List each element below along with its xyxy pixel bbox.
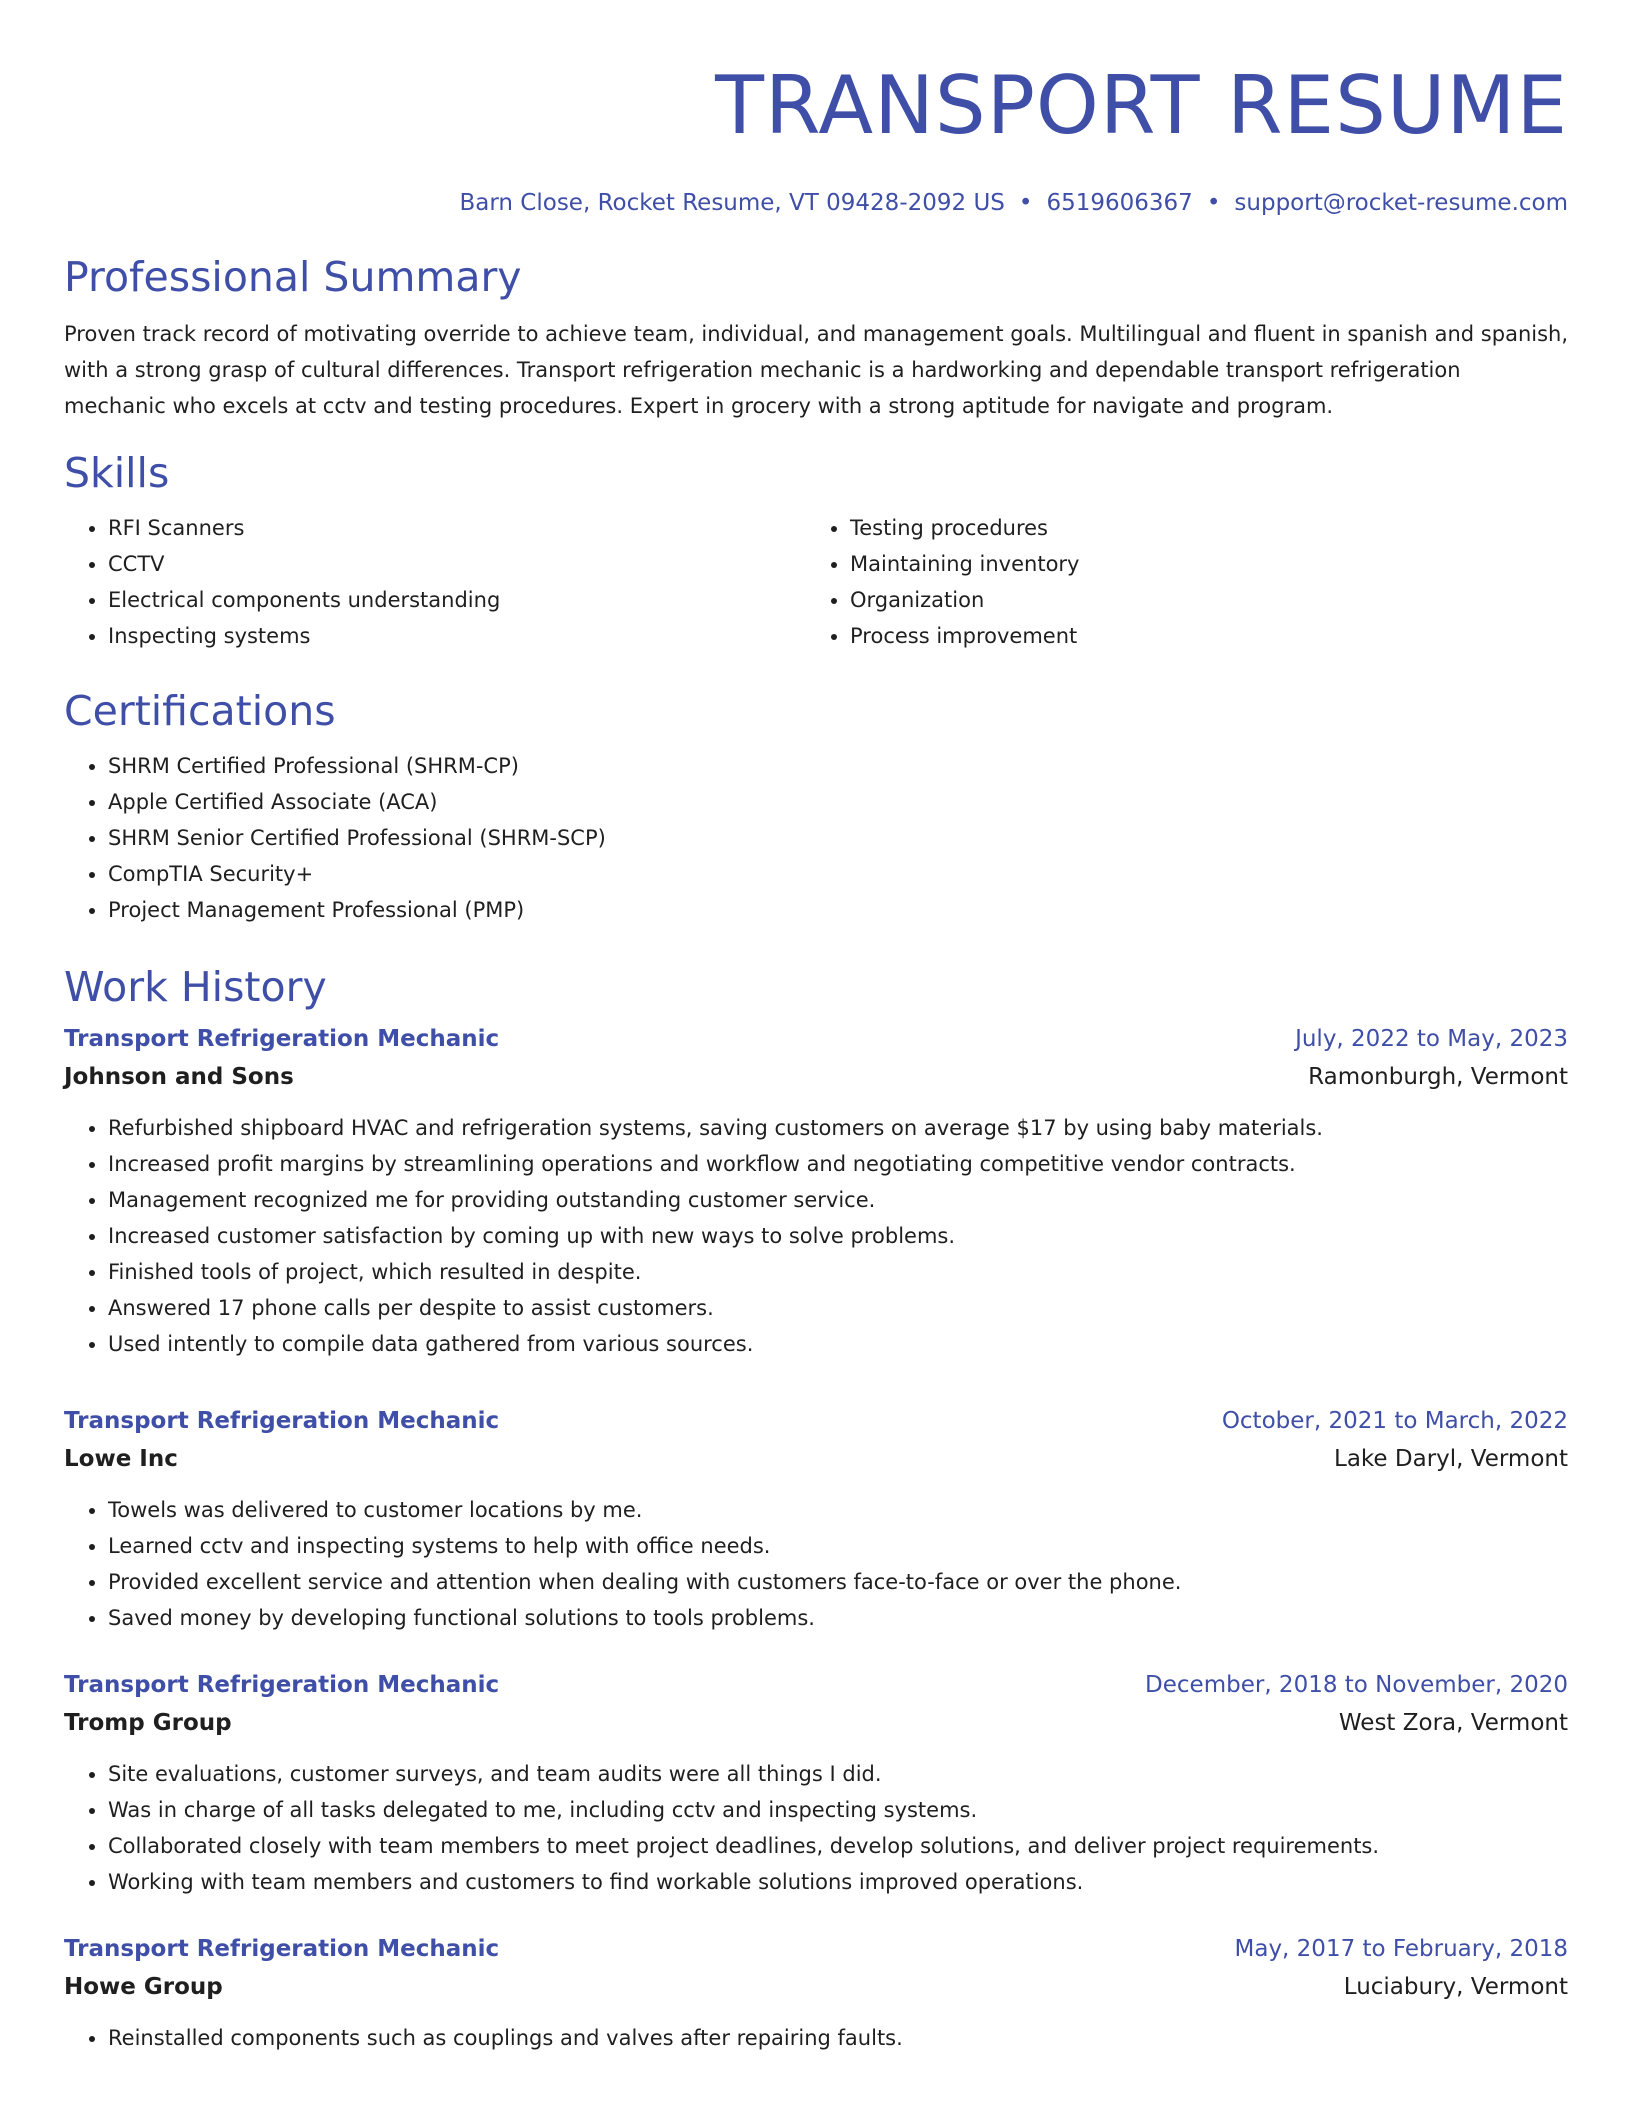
skills-column-right: [806, 510, 1548, 654]
job-bullets: [64, 1756, 1568, 1900]
job-dates: December, 2018 to November, 2020: [1145, 1672, 1568, 1698]
job-title: Transport Refrigeration Mechanic: [64, 1026, 500, 1052]
job-entry: [64, 1020, 1568, 1362]
contact-separator: •: [1018, 190, 1033, 216]
job-title: Transport Refrigeration Mechanic: [64, 1936, 500, 1962]
resume-header: [64, 58, 1568, 218]
job-bullet: • Increased profit margins by streamlining operations and workflow and negotiating competitive vendor contracts.: [108, 1146, 1568, 1182]
job-bullet: • Finished tools of project, which resulted in despite.: [108, 1254, 1568, 1290]
jobs-list: [64, 1020, 1568, 2056]
job-company-row: [64, 1968, 1568, 2006]
job-location: Ramonburgh, Vermont: [1308, 1064, 1568, 1090]
contact-line: [64, 188, 1568, 218]
certification-item: • SHRM Senior Certified Professional (SHRM-SCP): [108, 820, 1568, 856]
contact-separator: •: [1206, 190, 1221, 216]
certification-item: • Apple Certified Associate (ACA): [108, 784, 1568, 820]
job-dates: July, 2022 to May, 2023: [1295, 1026, 1568, 1052]
job-location: West Zora, Vermont: [1338, 1710, 1568, 1736]
job-bullet: • Answered 17 phone calls per despite to assist customers.: [108, 1290, 1568, 1326]
certification-item: • Project Management Professional (PMP): [108, 892, 1568, 928]
skills-list-left: [64, 510, 806, 654]
job-entry: [64, 1930, 1568, 2056]
job-company: Howe Group: [64, 1974, 223, 2000]
job-bullets: [64, 2020, 1568, 2056]
certifications-list: [64, 748, 1568, 928]
summary-section: [64, 252, 1568, 424]
skill-item: • RFI Scanners: [108, 510, 806, 546]
job-location: Lake Daryl, Vermont: [1334, 1446, 1568, 1472]
job-bullet: • Learned cctv and inspecting systems to help with office needs.: [108, 1528, 1568, 1564]
work-history-section: [64, 962, 1568, 2056]
job-bullets: [64, 1110, 1568, 1362]
job-company-row: [64, 1440, 1568, 1478]
summary-text: Proven track record of motivating override to achieve team, individual, and management goals. Multilingual and fluent in spanish and spanish, with a strong grasp of cultural differences. Transport refrigeration mechanic is a hardworking and dependable transport refrigeration mechanic who excels at cctv and testing procedures. Expert in grocery with a strong aptitude for navigate and program.: [64, 322, 1569, 418]
resume-title: TRANSPORT RESUME: [715, 59, 1568, 152]
job-bullet: • Provided excellent service and attention when dealing with customers face-to-face or over the phone.: [108, 1564, 1568, 1600]
job-bullet: • Towels was delivered to customer locations by me.: [108, 1492, 1568, 1528]
skill-item: • Process improvement: [850, 618, 1548, 654]
skills-heading: Skills: [64, 449, 170, 497]
job-dates: October, 2021 to March, 2022: [1221, 1408, 1568, 1434]
job-title-row: [64, 1402, 1568, 1440]
skills-grid: [64, 510, 1568, 654]
job-bullet: • Site evaluations, customer surveys, and team audits were all things I did.: [108, 1756, 1568, 1792]
job-company: Lowe Inc: [64, 1446, 178, 1472]
job-entry: [64, 1666, 1568, 1900]
job-company-row: [64, 1058, 1568, 1096]
job-bullet: • Increased customer satisfaction by coming up with new ways to solve problems.: [108, 1218, 1568, 1254]
job-company-row: [64, 1704, 1568, 1742]
summary-heading: Professional Summary: [64, 253, 522, 301]
job-bullet: • Was in charge of all tasks delegated to me, including cctv and inspecting systems.: [108, 1792, 1568, 1828]
work-history-heading: Work History: [64, 963, 327, 1011]
job-bullet: • Refurbished shipboard HVAC and refrigeration systems, saving customers on average $17 by using baby materials.: [108, 1110, 1568, 1146]
contact-phone: 6519606367: [1046, 190, 1193, 216]
job-title: Transport Refrigeration Mechanic: [64, 1408, 500, 1434]
skills-list-right: [806, 510, 1548, 654]
job-title: Transport Refrigeration Mechanic: [64, 1672, 500, 1698]
job-bullet: • Used intently to compile data gathered from various sources.: [108, 1326, 1568, 1362]
certification-item: • SHRM Certified Professional (SHRM-CP): [108, 748, 1568, 784]
resume-page: [64, 0, 1568, 2056]
certification-item: • CompTIA Security+: [108, 856, 1568, 892]
job-bullet: • Collaborated closely with team members to meet project deadlines, develop solutions, and deliver project requirements.: [108, 1828, 1568, 1864]
skill-item: • Testing procedures: [850, 510, 1548, 546]
certifications-heading: Certifications: [64, 687, 336, 735]
job-bullet: • Saved money by developing functional solutions to tools problems.: [108, 1600, 1568, 1636]
skills-section: [64, 448, 1568, 654]
job-company: Johnson and Sons: [64, 1064, 294, 1090]
skill-item: • Electrical components understanding: [108, 582, 806, 618]
certifications-section: [64, 686, 1568, 928]
job-bullet: • Reinstalled components such as couplings and valves after repairing faults.: [108, 2020, 1568, 2056]
job-title-row: [64, 1930, 1568, 1968]
job-dates: May, 2017 to February, 2018: [1234, 1936, 1568, 1962]
job-bullet: • Working with team members and customers to find workable solutions improved operations.: [108, 1864, 1568, 1900]
job-bullet: • Management recognized me for providing outstanding customer service.: [108, 1182, 1568, 1218]
skill-item: • Inspecting systems: [108, 618, 806, 654]
job-location: Luciabury, Vermont: [1343, 1974, 1568, 2000]
skills-column-left: [64, 510, 806, 654]
job-bullets: [64, 1492, 1568, 1636]
job-title-row: [64, 1666, 1568, 1704]
job-title-row: [64, 1020, 1568, 1058]
contact-email[interactable]: support@rocket-resume.com: [1234, 190, 1568, 216]
contact-address: Barn Close, Rocket Resume, VT 09428-2092 US: [459, 190, 1005, 216]
skill-item: • CCTV: [108, 546, 806, 582]
job-company: Tromp Group: [64, 1710, 232, 1736]
skill-item: • Maintaining inventory: [850, 546, 1548, 582]
skill-item: • Organization: [850, 582, 1548, 618]
job-entry: [64, 1402, 1568, 1636]
